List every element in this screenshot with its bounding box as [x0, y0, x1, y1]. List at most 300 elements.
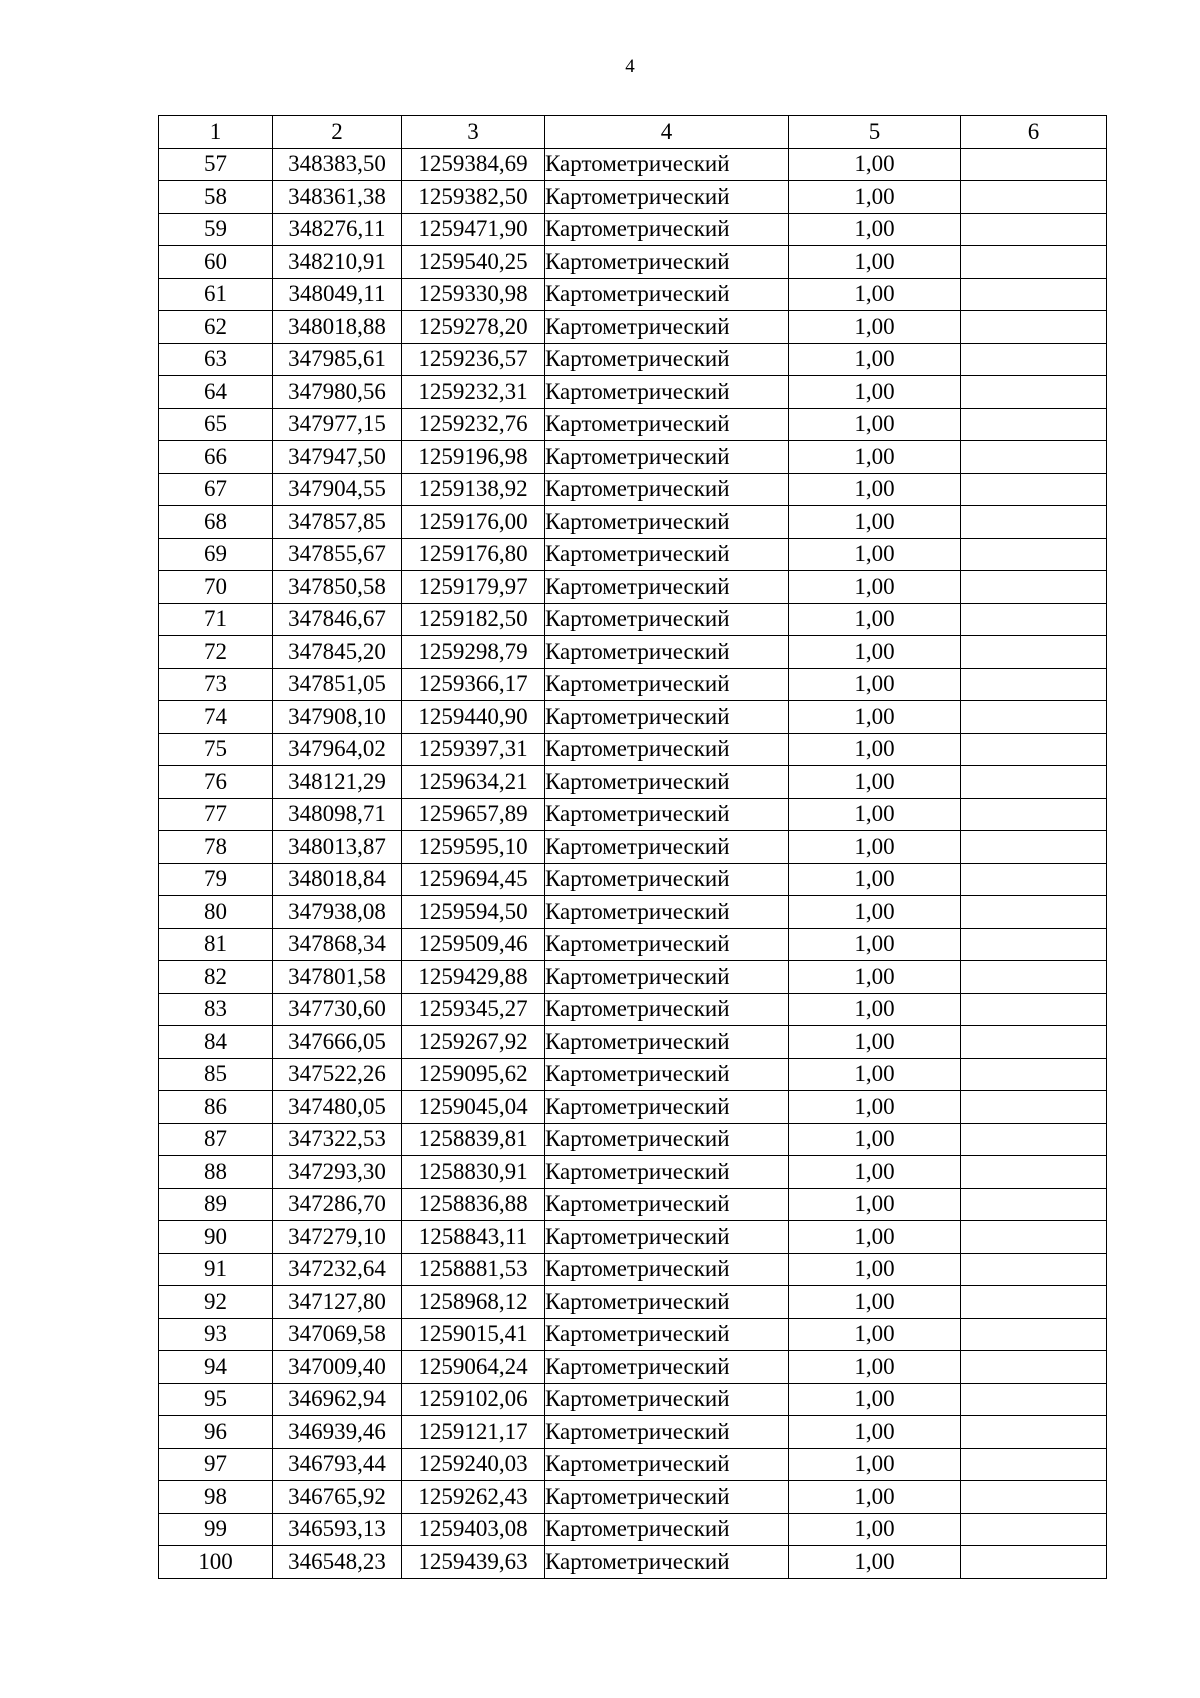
- column-header: 6: [961, 116, 1107, 149]
- note-cell: [961, 701, 1107, 734]
- y-coordinate-cell: 1259196,98: [402, 441, 545, 474]
- note-cell: [961, 408, 1107, 441]
- table-body: [159, 148, 1107, 1578]
- accuracy-cell: 1,00: [789, 766, 961, 799]
- table-row: [159, 1513, 1107, 1546]
- x-coordinate-cell: 347977,15: [273, 408, 402, 441]
- accuracy-cell: 1,00: [789, 1026, 961, 1059]
- y-coordinate-cell: 1259345,27: [402, 993, 545, 1026]
- point-number-cell: 99: [159, 1513, 273, 1546]
- table-row: [159, 1253, 1107, 1286]
- x-coordinate-cell: 348018,84: [273, 863, 402, 896]
- x-coordinate-cell: 348013,87: [273, 831, 402, 864]
- y-coordinate-cell: 1259015,41: [402, 1318, 545, 1351]
- x-coordinate-cell: 347904,55: [273, 473, 402, 506]
- method-cell: Картометрический: [545, 1513, 789, 1546]
- x-coordinate-cell: 346593,13: [273, 1513, 402, 1546]
- note-cell: [961, 1026, 1107, 1059]
- accuracy-cell: 1,00: [789, 961, 961, 994]
- note-cell: [961, 343, 1107, 376]
- accuracy-cell: 1,00: [789, 993, 961, 1026]
- note-cell: [961, 1383, 1107, 1416]
- y-coordinate-cell: 1259471,90: [402, 213, 545, 246]
- accuracy-cell: 1,00: [789, 148, 961, 181]
- note-cell: [961, 766, 1107, 799]
- point-number-cell: 87: [159, 1123, 273, 1156]
- table-row: [159, 1123, 1107, 1156]
- point-number-cell: 63: [159, 343, 273, 376]
- table-row: [159, 278, 1107, 311]
- x-coordinate-cell: 347293,30: [273, 1156, 402, 1189]
- note-cell: [961, 831, 1107, 864]
- method-cell: Картометрический: [545, 733, 789, 766]
- accuracy-cell: 1,00: [789, 1383, 961, 1416]
- point-number-cell: 73: [159, 668, 273, 701]
- column-header: 1: [159, 116, 273, 149]
- method-cell: Картометрический: [545, 1156, 789, 1189]
- accuracy-cell: 1,00: [789, 473, 961, 506]
- table-row: [159, 733, 1107, 766]
- method-cell: Картометрический: [545, 1351, 789, 1384]
- note-cell: [961, 733, 1107, 766]
- note-cell: [961, 278, 1107, 311]
- table-row: [159, 311, 1107, 344]
- method-cell: Картометрический: [545, 603, 789, 636]
- method-cell: Картометрический: [545, 1253, 789, 1286]
- table-row: [159, 863, 1107, 896]
- table-row: [159, 148, 1107, 181]
- note-cell: [961, 148, 1107, 181]
- note-cell: [961, 668, 1107, 701]
- accuracy-cell: 1,00: [789, 1221, 961, 1254]
- table-row: [159, 246, 1107, 279]
- table-row: [159, 1481, 1107, 1514]
- method-cell: Картометрический: [545, 1188, 789, 1221]
- y-coordinate-cell: 1259262,43: [402, 1481, 545, 1514]
- table-row: [159, 376, 1107, 409]
- method-cell: Картометрический: [545, 1026, 789, 1059]
- y-coordinate-cell: 1259397,31: [402, 733, 545, 766]
- note-cell: [961, 506, 1107, 539]
- x-coordinate-cell: 347127,80: [273, 1286, 402, 1319]
- accuracy-cell: 1,00: [789, 863, 961, 896]
- table-row: [159, 1286, 1107, 1319]
- accuracy-cell: 1,00: [789, 1253, 961, 1286]
- y-coordinate-cell: 1259232,76: [402, 408, 545, 441]
- method-cell: Картометрический: [545, 1286, 789, 1319]
- accuracy-cell: 1,00: [789, 1318, 961, 1351]
- method-cell: Картометрический: [545, 636, 789, 669]
- x-coordinate-cell: 347851,05: [273, 668, 402, 701]
- method-cell: Картометрический: [545, 246, 789, 279]
- y-coordinate-cell: 1259278,20: [402, 311, 545, 344]
- note-cell: [961, 1448, 1107, 1481]
- y-coordinate-cell: 1259064,24: [402, 1351, 545, 1384]
- accuracy-cell: 1,00: [789, 1188, 961, 1221]
- method-cell: Картометрический: [545, 896, 789, 929]
- y-coordinate-cell: 1258836,88: [402, 1188, 545, 1221]
- accuracy-cell: 1,00: [789, 831, 961, 864]
- y-coordinate-cell: 1259366,17: [402, 668, 545, 701]
- note-cell: [961, 246, 1107, 279]
- x-coordinate-cell: 347908,10: [273, 701, 402, 734]
- y-coordinate-cell: 1259634,21: [402, 766, 545, 799]
- point-number-cell: 91: [159, 1253, 273, 1286]
- x-coordinate-cell: 347069,58: [273, 1318, 402, 1351]
- table-row: [159, 961, 1107, 994]
- method-cell: Картометрический: [545, 473, 789, 506]
- y-coordinate-cell: 1259095,62: [402, 1058, 545, 1091]
- point-number-cell: 90: [159, 1221, 273, 1254]
- table-row: [159, 1091, 1107, 1124]
- y-coordinate-cell: 1259384,69: [402, 148, 545, 181]
- table-row: [159, 896, 1107, 929]
- point-number-cell: 58: [159, 181, 273, 214]
- accuracy-cell: 1,00: [789, 1091, 961, 1124]
- method-cell: Картометрический: [545, 1091, 789, 1124]
- note-cell: [961, 1091, 1107, 1124]
- y-coordinate-cell: 1259102,06: [402, 1383, 545, 1416]
- method-cell: Картометрический: [545, 1383, 789, 1416]
- point-number-cell: 88: [159, 1156, 273, 1189]
- x-coordinate-cell: 346548,23: [273, 1546, 402, 1579]
- table-header-row: [159, 116, 1107, 149]
- point-number-cell: 92: [159, 1286, 273, 1319]
- y-coordinate-cell: 1259138,92: [402, 473, 545, 506]
- table-row: [159, 1026, 1107, 1059]
- method-cell: Картометрический: [545, 1448, 789, 1481]
- accuracy-cell: 1,00: [789, 603, 961, 636]
- y-coordinate-cell: 1258881,53: [402, 1253, 545, 1286]
- point-number-cell: 70: [159, 571, 273, 604]
- accuracy-cell: 1,00: [789, 1123, 961, 1156]
- x-coordinate-cell: 347964,02: [273, 733, 402, 766]
- point-number-cell: 62: [159, 311, 273, 344]
- point-number-cell: 77: [159, 798, 273, 831]
- accuracy-cell: 1,00: [789, 506, 961, 539]
- x-coordinate-cell: 347232,64: [273, 1253, 402, 1286]
- note-cell: [961, 961, 1107, 994]
- note-cell: [961, 1123, 1107, 1156]
- y-coordinate-cell: 1259439,63: [402, 1546, 545, 1579]
- y-coordinate-cell: 1259267,92: [402, 1026, 545, 1059]
- accuracy-cell: 1,00: [789, 311, 961, 344]
- point-number-cell: 57: [159, 148, 273, 181]
- accuracy-cell: 1,00: [789, 408, 961, 441]
- point-number-cell: 65: [159, 408, 273, 441]
- method-cell: Картометрический: [545, 506, 789, 539]
- method-cell: Картометрический: [545, 278, 789, 311]
- table-row: [159, 1546, 1107, 1579]
- x-coordinate-cell: 347801,58: [273, 961, 402, 994]
- table-row: [159, 928, 1107, 961]
- table-row: [159, 506, 1107, 539]
- note-cell: [961, 1221, 1107, 1254]
- point-number-cell: 68: [159, 506, 273, 539]
- table-row: [159, 181, 1107, 214]
- column-header: 4: [545, 116, 789, 149]
- note-cell: [961, 1253, 1107, 1286]
- accuracy-cell: 1,00: [789, 181, 961, 214]
- y-coordinate-cell: 1259240,03: [402, 1448, 545, 1481]
- point-number-cell: 89: [159, 1188, 273, 1221]
- note-cell: [961, 1481, 1107, 1514]
- note-cell: [961, 896, 1107, 929]
- method-cell: Картометрический: [545, 538, 789, 571]
- accuracy-cell: 1,00: [789, 538, 961, 571]
- accuracy-cell: 1,00: [789, 213, 961, 246]
- column-header: 5: [789, 116, 961, 149]
- accuracy-cell: 1,00: [789, 733, 961, 766]
- x-coordinate-cell: 347845,20: [273, 636, 402, 669]
- note-cell: [961, 181, 1107, 214]
- point-number-cell: 64: [159, 376, 273, 409]
- point-number-cell: 66: [159, 441, 273, 474]
- point-number-cell: 84: [159, 1026, 273, 1059]
- x-coordinate-cell: 347855,67: [273, 538, 402, 571]
- point-number-cell: 93: [159, 1318, 273, 1351]
- coordinates-table: [158, 115, 1107, 1579]
- point-number-cell: 83: [159, 993, 273, 1026]
- x-coordinate-cell: 347868,34: [273, 928, 402, 961]
- y-coordinate-cell: 1259403,08: [402, 1513, 545, 1546]
- column-header: 2: [273, 116, 402, 149]
- point-number-cell: 75: [159, 733, 273, 766]
- table-row: [159, 343, 1107, 376]
- accuracy-cell: 1,00: [789, 928, 961, 961]
- point-number-cell: 82: [159, 961, 273, 994]
- table-row: [159, 798, 1107, 831]
- accuracy-cell: 1,00: [789, 1351, 961, 1384]
- point-number-cell: 95: [159, 1383, 273, 1416]
- y-coordinate-cell: 1259540,25: [402, 246, 545, 279]
- note-cell: [961, 863, 1107, 896]
- table-row: [159, 571, 1107, 604]
- point-number-cell: 97: [159, 1448, 273, 1481]
- y-coordinate-cell: 1259429,88: [402, 961, 545, 994]
- accuracy-cell: 1,00: [789, 1416, 961, 1449]
- accuracy-cell: 1,00: [789, 1481, 961, 1514]
- x-coordinate-cell: 346962,94: [273, 1383, 402, 1416]
- table-row: [159, 441, 1107, 474]
- accuracy-cell: 1,00: [789, 1513, 961, 1546]
- accuracy-cell: 1,00: [789, 701, 961, 734]
- method-cell: Картометрический: [545, 571, 789, 604]
- point-number-cell: 74: [159, 701, 273, 734]
- method-cell: Картометрический: [545, 1481, 789, 1514]
- note-cell: [961, 1416, 1107, 1449]
- method-cell: Картометрический: [545, 1546, 789, 1579]
- y-coordinate-cell: 1259045,04: [402, 1091, 545, 1124]
- x-coordinate-cell: 347286,70: [273, 1188, 402, 1221]
- point-number-cell: 85: [159, 1058, 273, 1091]
- table-row: [159, 701, 1107, 734]
- point-number-cell: 59: [159, 213, 273, 246]
- x-coordinate-cell: 347666,05: [273, 1026, 402, 1059]
- method-cell: Картометрический: [545, 311, 789, 344]
- table-row: [159, 1351, 1107, 1384]
- point-number-cell: 100: [159, 1546, 273, 1579]
- accuracy-cell: 1,00: [789, 571, 961, 604]
- note-cell: [961, 571, 1107, 604]
- accuracy-cell: 1,00: [789, 1546, 961, 1579]
- column-header: 3: [402, 116, 545, 149]
- method-cell: Картометрический: [545, 798, 789, 831]
- point-number-cell: 86: [159, 1091, 273, 1124]
- method-cell: Картометрический: [545, 831, 789, 864]
- note-cell: [961, 1156, 1107, 1189]
- point-number-cell: 78: [159, 831, 273, 864]
- x-coordinate-cell: 347480,05: [273, 1091, 402, 1124]
- point-number-cell: 61: [159, 278, 273, 311]
- x-coordinate-cell: 347730,60: [273, 993, 402, 1026]
- x-coordinate-cell: 348383,50: [273, 148, 402, 181]
- note-cell: [961, 213, 1107, 246]
- x-coordinate-cell: 348276,11: [273, 213, 402, 246]
- accuracy-cell: 1,00: [789, 246, 961, 279]
- point-number-cell: 80: [159, 896, 273, 929]
- table-row: [159, 668, 1107, 701]
- x-coordinate-cell: 347522,26: [273, 1058, 402, 1091]
- note-cell: [961, 928, 1107, 961]
- table-row: [159, 993, 1107, 1026]
- method-cell: Картометрический: [545, 961, 789, 994]
- table-row: [159, 1188, 1107, 1221]
- table-row: [159, 1156, 1107, 1189]
- y-coordinate-cell: 1259298,79: [402, 636, 545, 669]
- y-coordinate-cell: 1259440,90: [402, 701, 545, 734]
- note-cell: [961, 993, 1107, 1026]
- method-cell: Картометрический: [545, 343, 789, 376]
- method-cell: Картометрический: [545, 668, 789, 701]
- x-coordinate-cell: 347850,58: [273, 571, 402, 604]
- x-coordinate-cell: 347938,08: [273, 896, 402, 929]
- x-coordinate-cell: 348049,11: [273, 278, 402, 311]
- note-cell: [961, 1318, 1107, 1351]
- method-cell: Картометрический: [545, 408, 789, 441]
- table-row: [159, 1383, 1107, 1416]
- point-number-cell: 96: [159, 1416, 273, 1449]
- table-row: [159, 766, 1107, 799]
- accuracy-cell: 1,00: [789, 1448, 961, 1481]
- y-coordinate-cell: 1259176,00: [402, 506, 545, 539]
- table-row: [159, 213, 1107, 246]
- x-coordinate-cell: 348210,91: [273, 246, 402, 279]
- note-cell: [961, 798, 1107, 831]
- method-cell: Картометрический: [545, 1123, 789, 1156]
- table-row: [159, 603, 1107, 636]
- table-row: [159, 1448, 1107, 1481]
- accuracy-cell: 1,00: [789, 1286, 961, 1319]
- x-coordinate-cell: 347846,67: [273, 603, 402, 636]
- y-coordinate-cell: 1258839,81: [402, 1123, 545, 1156]
- y-coordinate-cell: 1258830,91: [402, 1156, 545, 1189]
- y-coordinate-cell: 1259232,31: [402, 376, 545, 409]
- table-row: [159, 538, 1107, 571]
- method-cell: Картометрический: [545, 181, 789, 214]
- point-number-cell: 71: [159, 603, 273, 636]
- note-cell: [961, 1513, 1107, 1546]
- table-row: [159, 1318, 1107, 1351]
- y-coordinate-cell: 1259694,45: [402, 863, 545, 896]
- y-coordinate-cell: 1259179,97: [402, 571, 545, 604]
- method-cell: Картометрический: [545, 993, 789, 1026]
- method-cell: Картометрический: [545, 863, 789, 896]
- table-row: [159, 1416, 1107, 1449]
- y-coordinate-cell: 1259176,80: [402, 538, 545, 571]
- x-coordinate-cell: 347322,53: [273, 1123, 402, 1156]
- x-coordinate-cell: 346793,44: [273, 1448, 402, 1481]
- point-number-cell: 60: [159, 246, 273, 279]
- x-coordinate-cell: 347980,56: [273, 376, 402, 409]
- accuracy-cell: 1,00: [789, 798, 961, 831]
- accuracy-cell: 1,00: [789, 278, 961, 311]
- x-coordinate-cell: 346939,46: [273, 1416, 402, 1449]
- x-coordinate-cell: 348121,29: [273, 766, 402, 799]
- method-cell: Картометрический: [545, 213, 789, 246]
- note-cell: [961, 311, 1107, 344]
- accuracy-cell: 1,00: [789, 1058, 961, 1091]
- x-coordinate-cell: 347947,50: [273, 441, 402, 474]
- note-cell: [961, 1546, 1107, 1579]
- y-coordinate-cell: 1259595,10: [402, 831, 545, 864]
- point-number-cell: 81: [159, 928, 273, 961]
- note-cell: [961, 376, 1107, 409]
- table-row: [159, 636, 1107, 669]
- accuracy-cell: 1,00: [789, 376, 961, 409]
- x-coordinate-cell: 348361,38: [273, 181, 402, 214]
- x-coordinate-cell: 346765,92: [273, 1481, 402, 1514]
- point-number-cell: 69: [159, 538, 273, 571]
- point-number-cell: 79: [159, 863, 273, 896]
- y-coordinate-cell: 1259594,50: [402, 896, 545, 929]
- table-row: [159, 831, 1107, 864]
- y-coordinate-cell: 1258968,12: [402, 1286, 545, 1319]
- point-number-cell: 98: [159, 1481, 273, 1514]
- y-coordinate-cell: 1258843,11: [402, 1221, 545, 1254]
- x-coordinate-cell: 348018,88: [273, 311, 402, 344]
- method-cell: Картометрический: [545, 1058, 789, 1091]
- method-cell: Картометрический: [545, 701, 789, 734]
- y-coordinate-cell: 1259121,17: [402, 1416, 545, 1449]
- x-coordinate-cell: 347857,85: [273, 506, 402, 539]
- y-coordinate-cell: 1259330,98: [402, 278, 545, 311]
- note-cell: [961, 1188, 1107, 1221]
- note-cell: [961, 473, 1107, 506]
- page-number: 4: [625, 56, 635, 77]
- point-number-cell: 67: [159, 473, 273, 506]
- y-coordinate-cell: 1259509,46: [402, 928, 545, 961]
- accuracy-cell: 1,00: [789, 343, 961, 376]
- method-cell: Картометрический: [545, 766, 789, 799]
- table-row: [159, 473, 1107, 506]
- accuracy-cell: 1,00: [789, 896, 961, 929]
- note-cell: [961, 1286, 1107, 1319]
- point-number-cell: 72: [159, 636, 273, 669]
- note-cell: [961, 603, 1107, 636]
- method-cell: Картометрический: [545, 1318, 789, 1351]
- note-cell: [961, 441, 1107, 474]
- method-cell: Картометрический: [545, 376, 789, 409]
- x-coordinate-cell: 348098,71: [273, 798, 402, 831]
- note-cell: [961, 538, 1107, 571]
- x-coordinate-cell: 347279,10: [273, 1221, 402, 1254]
- method-cell: Картометрический: [545, 1221, 789, 1254]
- method-cell: Картометрический: [545, 928, 789, 961]
- y-coordinate-cell: 1259182,50: [402, 603, 545, 636]
- method-cell: Картометрический: [545, 441, 789, 474]
- x-coordinate-cell: 347985,61: [273, 343, 402, 376]
